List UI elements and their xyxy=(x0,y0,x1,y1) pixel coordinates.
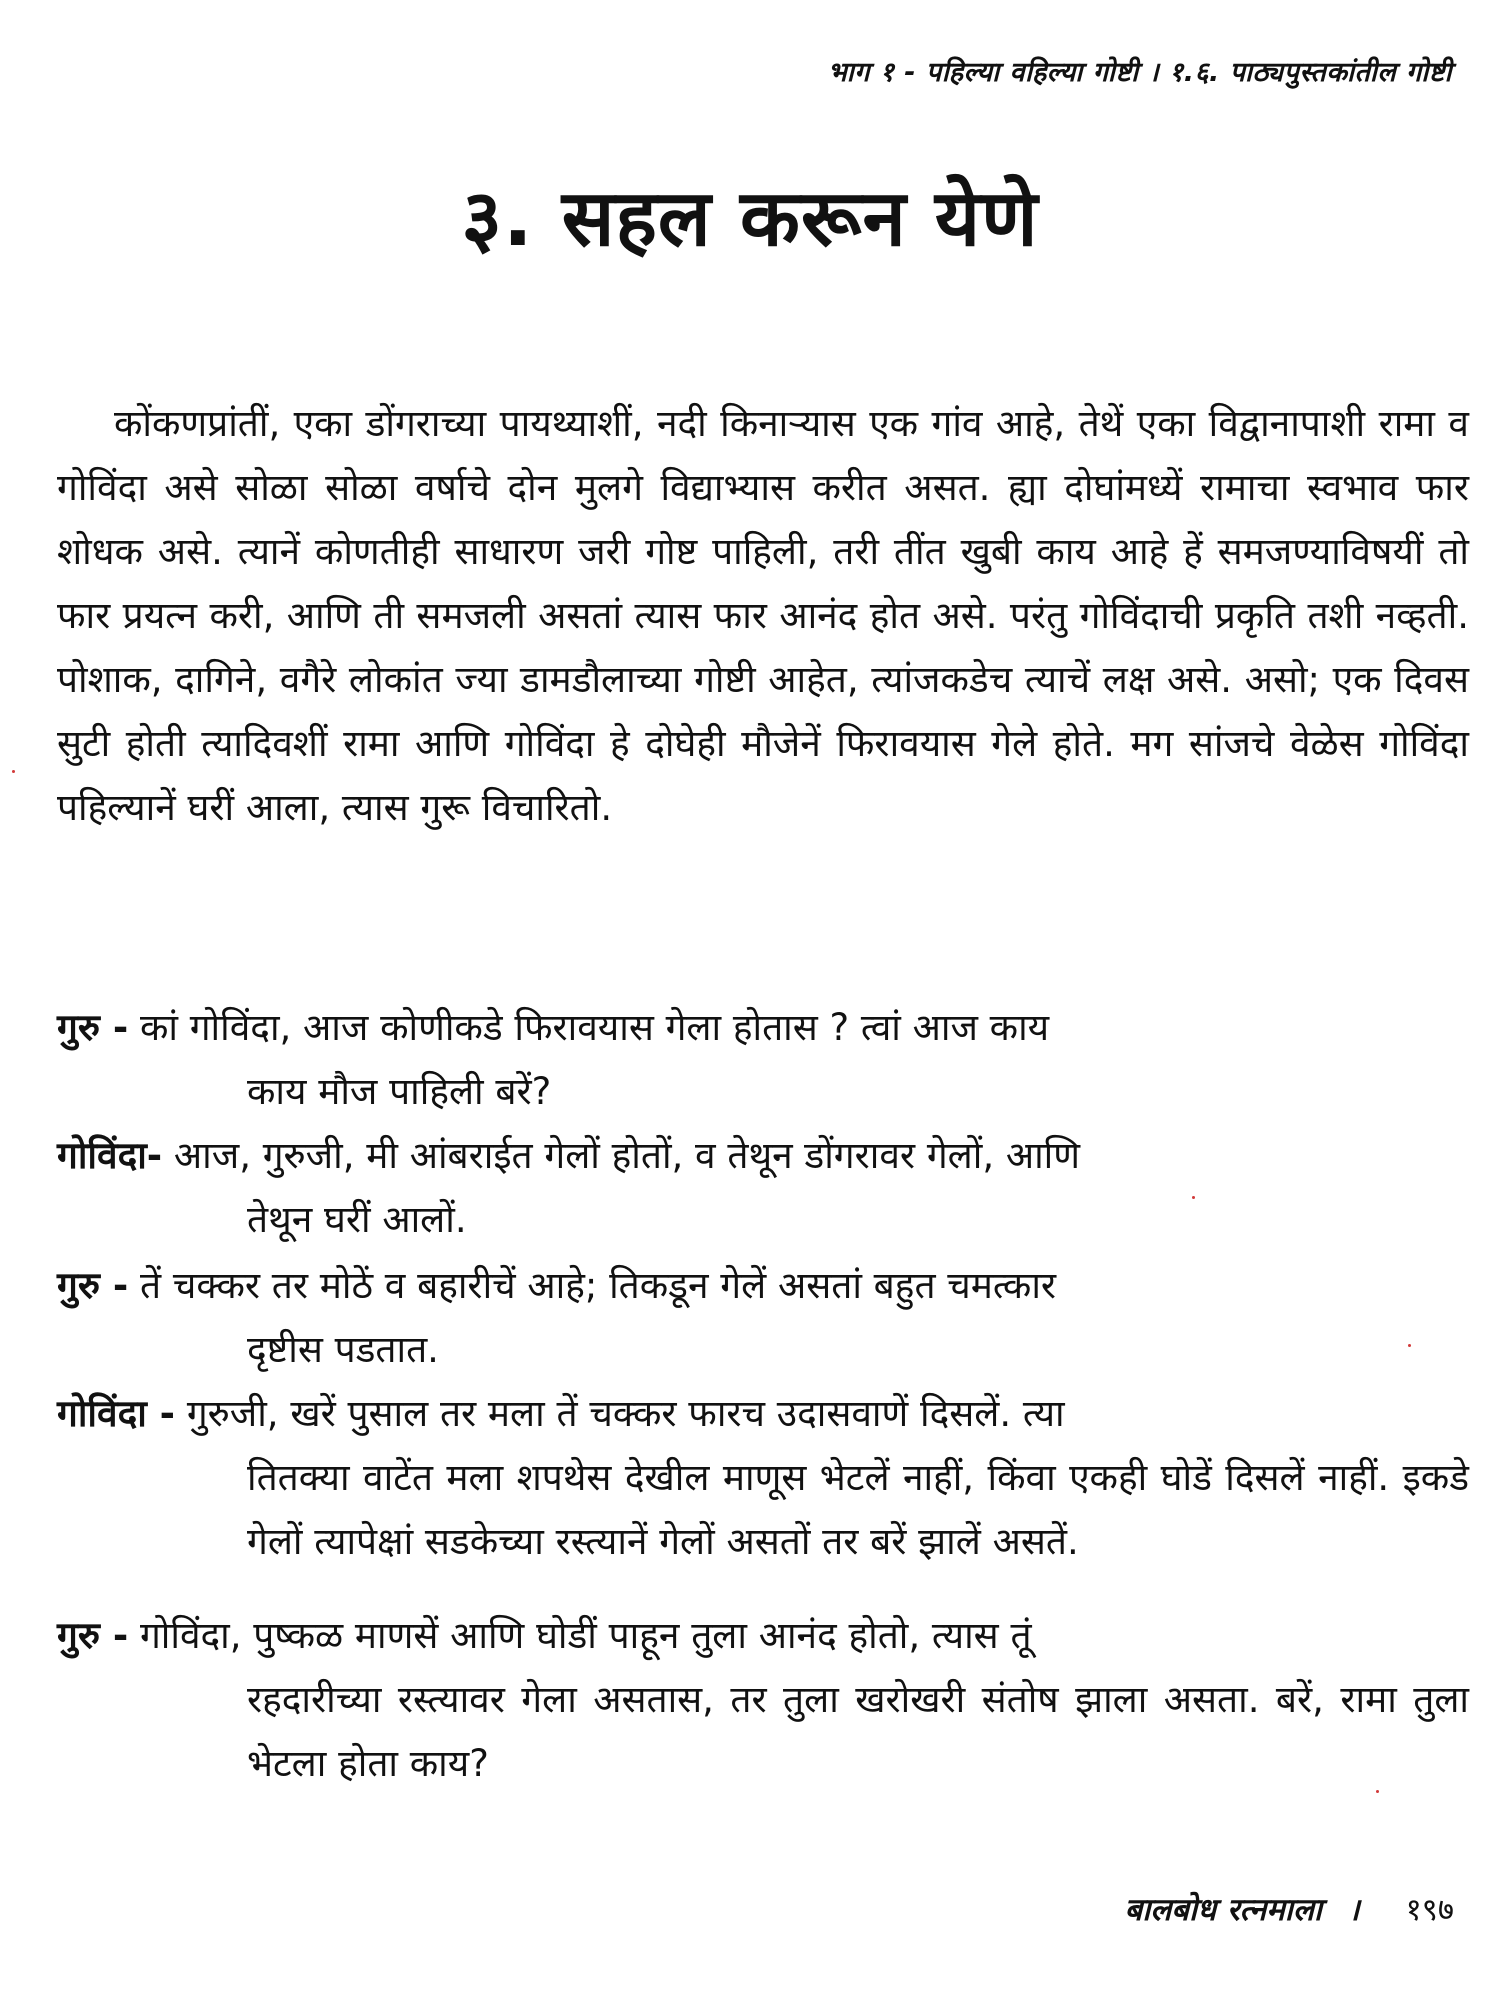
speaker-label: गोविंदा - xyxy=(57,1392,176,1435)
speech-continuation: काय मौज पाहिली बरें? xyxy=(247,1070,552,1113)
scan-speck xyxy=(1376,1790,1379,1793)
speaker-label: गुरु - xyxy=(57,1006,129,1049)
speech-continuation: दृष्टीस पडतात. xyxy=(247,1328,439,1371)
dialogue-line-1 xyxy=(57,996,1469,1124)
dialogue-line-2 xyxy=(57,1124,1469,1252)
footer-separator: । xyxy=(1347,1892,1360,1928)
intro-paragraph: कोंकणप्रांतीं, एका डोंगराच्या पायथ्याशीं, नदी किनाऱ्यास एक गांव आहे, तेथें एका विद्वानापाशी रामा व गोविंदा असे सोळा सोळा वर्षाचे दोन मुलगे विद्याभ्यास करीत असत. ह्या दोघांमध्यें रामाचा स्वभाव फार शोधक असे. त्यानें कोणतीही साधारण जरी गोष्ट पाहिली, तरी तींत खुबी काय आहे हें समजण्याविषयीं तो फार प्रयत्न करी, आणि ती समजली असतां त्यास फार आनंद होत असे. परंतु गोविंदाची प्रकृति तशी नव्हती. पोशाक, दागिने, वगैरे लोकांत ज्या डामडौलाच्या गोष्टी आहेत, त्यांजकडेच त्याचें लक्ष असे. असो; एक दिवस सुटी होती त्यादिवशीं रामा आणि गोविंदा हे दोघेही मौजेनें फिरावयास गेले होते. मग सांजचे वेळेस गोविंदा पहिल्यानें घरीं आला, त्यास गुरू विचारितो. xyxy=(57,402,1469,829)
speech-continuation: तितक्या वाटेंत मला शपथेस देखील माणूस भेटलें नाहीं, किंवा एकही घोडें दिसलें नाहीं. इकडे गेलों त्यापेक्षां सडकेच्या रस्त्यानें गेलों असतों तर बरें झालें असतें. xyxy=(247,1456,1469,1563)
speech-text: गुरुजी, खरें पुसाल तर मला तें चक्कर फारच उदासवाणें दिसलें. त्या xyxy=(186,1392,1065,1435)
dialogue-line-5 xyxy=(57,1604,1469,1796)
scan-speck xyxy=(1408,1344,1411,1347)
dialogue-line-3 xyxy=(57,1254,1469,1382)
speaker-label: गुरु - xyxy=(57,1614,129,1657)
running-head: भाग १ - पहिल्या वहिल्या गोष्टी । १.६. पाठ्यपुस्तकांतील गोष्टी xyxy=(827,57,1452,88)
speech-continuation: तेथून घरीं आलों. xyxy=(247,1198,467,1241)
story-title: ३. सहल करून येणे xyxy=(461,174,1039,264)
speech-text: तें चक्कर तर मोठें व बहारीचें आहे; तिकडून गेलें असतां बहुत चमत्कार xyxy=(139,1264,1057,1307)
speaker-label: गुरु - xyxy=(57,1264,129,1307)
scan-speck xyxy=(12,770,15,773)
speech-text: कां गोविंदा, आज कोणीकडे फिरावयास गेला होतास ? त्वां आज काय xyxy=(139,1006,1050,1049)
dialogue-line-4 xyxy=(57,1382,1469,1574)
speaker-label: गोविंदा- xyxy=(57,1134,163,1177)
speech-continuation: रहदारीच्या रस्त्यावर गेला असतास, तर तुला खरोखरी संतोष झाला असता. बरें, रामा तुला भेटला होता काय? xyxy=(247,1678,1469,1785)
scan-speck xyxy=(1192,1196,1195,1199)
page-number: १९७ xyxy=(1405,1892,1454,1928)
speech-text: गोविंदा, पुष्कळ माणसें आणि घोडीं पाहून तुला आनंद होतो, त्यास तूं xyxy=(139,1614,1032,1657)
speech-text: आज, गुरुजी, मी आंबराईत गेलों होतों, व तेथून डोंगरावर गेलों, आणि xyxy=(173,1134,1080,1177)
page-footer xyxy=(1125,1888,1454,1930)
book-title: बालबोध रत्नमाला xyxy=(1124,1892,1322,1928)
